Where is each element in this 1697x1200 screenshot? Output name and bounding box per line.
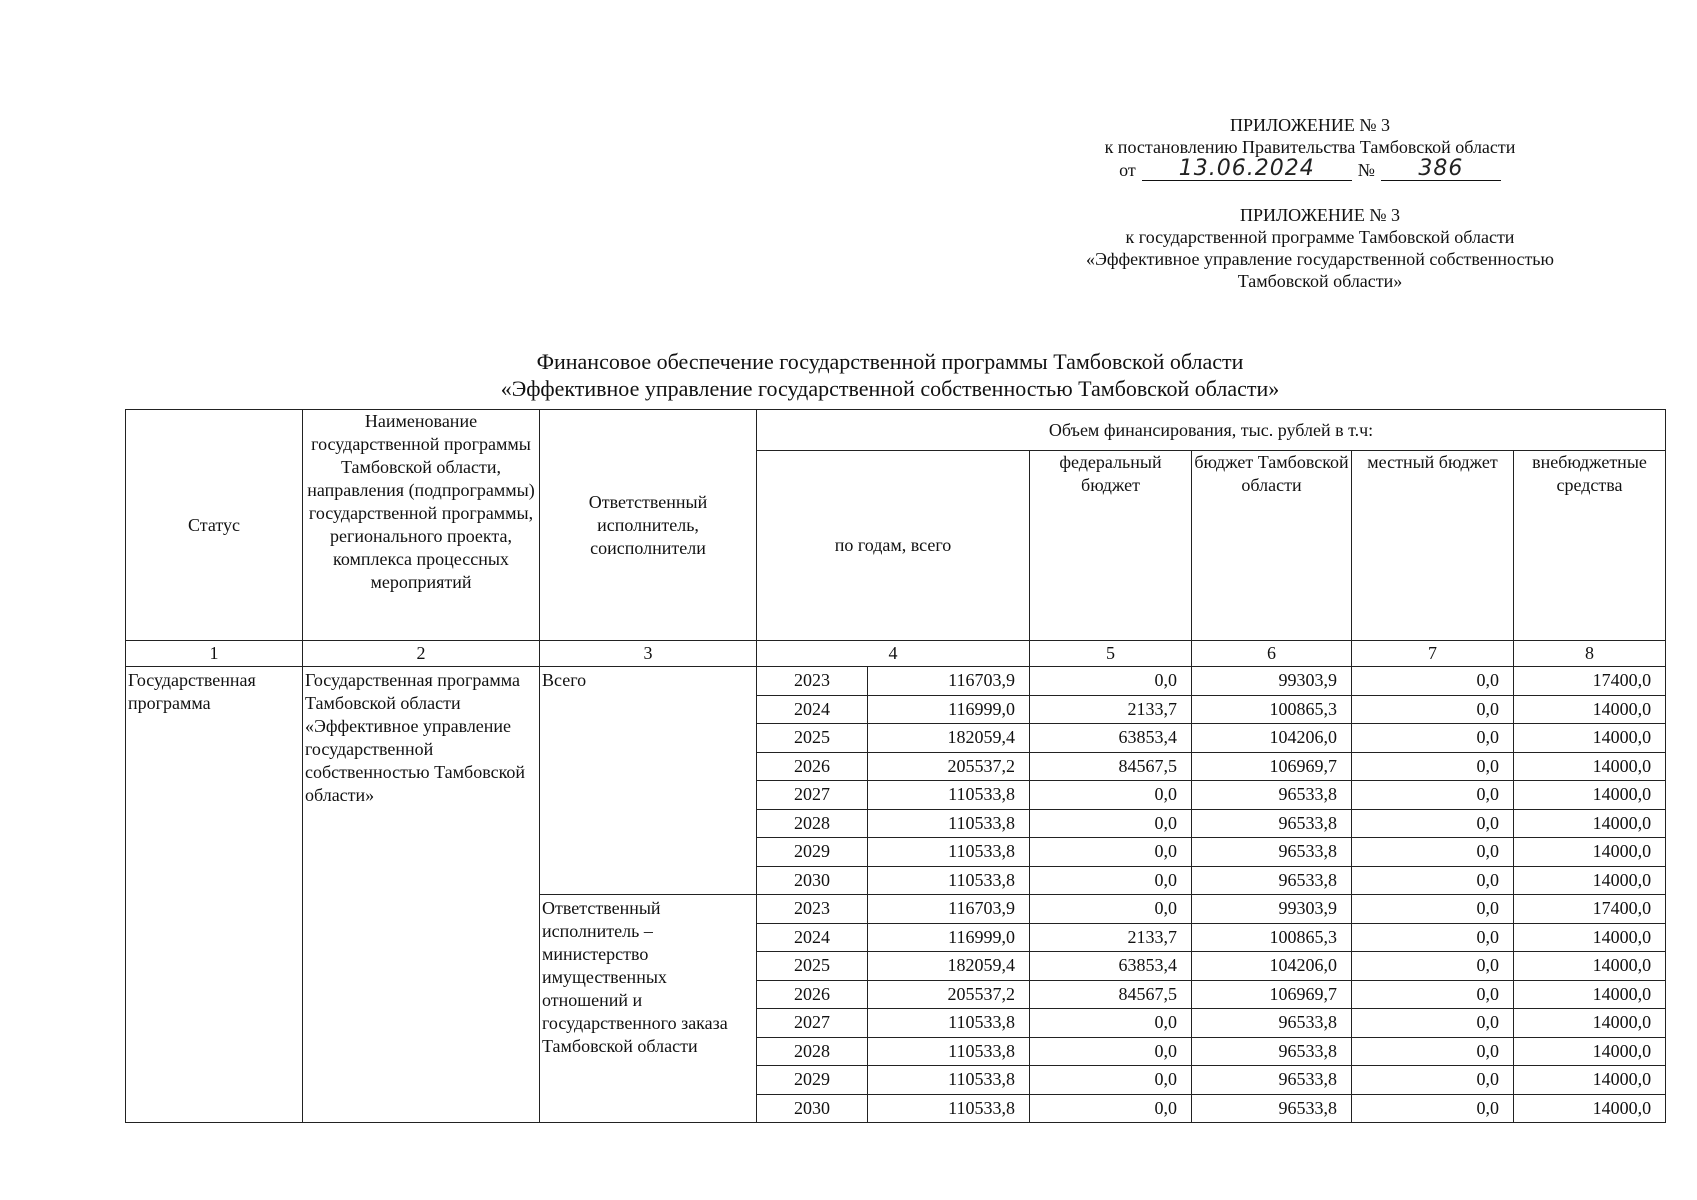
total-cell: 116999,0 xyxy=(868,923,1030,952)
federal-budget-cell: 63853,4 xyxy=(1030,952,1192,981)
decree-appendix-block xyxy=(1040,114,1580,181)
federal-budget-cell: 84567,5 xyxy=(1030,980,1192,1009)
column-number: 6 xyxy=(1192,641,1352,667)
document-title-line-2: «Эффективное управление государственной собственностью Тамбовской области» xyxy=(500,376,1280,401)
decree-date-number-line xyxy=(1119,158,1501,181)
federal-budget-cell: 0,0 xyxy=(1030,781,1192,810)
total-cell: 110533,8 xyxy=(868,866,1030,895)
header-status: Статус xyxy=(126,410,303,641)
year-cell: 2023 xyxy=(757,667,868,696)
total-cell: 182059,4 xyxy=(868,952,1030,981)
extrabudgetary-cell: 17400,0 xyxy=(1514,895,1666,924)
total-cell: 205537,2 xyxy=(868,752,1030,781)
executor-cell: Всего xyxy=(540,667,757,895)
year-cell: 2024 xyxy=(757,923,868,952)
column-number: 8 xyxy=(1514,641,1666,667)
document-title xyxy=(120,348,1660,402)
regional-budget-cell: 96533,8 xyxy=(1192,781,1352,810)
program-appendix-title: ПРИЛОЖЕНИЕ № 3 xyxy=(1239,205,1401,225)
header-program-name: Наименование государственной программы Тамбовской области, направления (подпрограммы) государственной программы, регионального проекта, комплекса процессных мероприятий xyxy=(303,410,540,641)
program-appendix-line-3: «Эффективное управление государственной собственностью xyxy=(1086,249,1554,269)
federal-budget-cell: 0,0 xyxy=(1030,895,1192,924)
regional-budget-cell: 104206,0 xyxy=(1192,724,1352,753)
regional-budget-cell: 100865,3 xyxy=(1192,695,1352,724)
local-budget-cell: 0,0 xyxy=(1352,838,1514,867)
federal-budget-cell: 0,0 xyxy=(1030,866,1192,895)
total-cell: 110533,8 xyxy=(868,781,1030,810)
header-regional-budget: бюджет Тамбовской области xyxy=(1192,451,1352,641)
total-cell: 182059,4 xyxy=(868,724,1030,753)
total-cell: 110533,8 xyxy=(868,809,1030,838)
local-budget-cell: 0,0 xyxy=(1352,923,1514,952)
header-extrabudgetary: внебюджетные средства xyxy=(1514,451,1666,641)
local-budget-cell: 0,0 xyxy=(1352,1009,1514,1038)
column-number: 5 xyxy=(1030,641,1192,667)
year-cell: 2023 xyxy=(757,895,868,924)
federal-budget-cell: 0,0 xyxy=(1030,809,1192,838)
local-budget-cell: 0,0 xyxy=(1352,1037,1514,1066)
column-number: 4 xyxy=(757,641,1030,667)
total-cell: 116999,0 xyxy=(868,695,1030,724)
header-by-years-total: по годам, всего xyxy=(757,451,1030,641)
extrabudgetary-cell: 14000,0 xyxy=(1514,809,1666,838)
total-cell: 110533,8 xyxy=(868,1009,1030,1038)
extrabudgetary-cell: 14000,0 xyxy=(1514,1094,1666,1123)
year-cell: 2026 xyxy=(757,752,868,781)
year-cell: 2030 xyxy=(757,866,868,895)
decree-appendix-title: ПРИЛОЖЕНИЕ № 3 xyxy=(1229,115,1391,135)
year-cell: 2029 xyxy=(757,1066,868,1095)
financing-table xyxy=(125,409,1666,1123)
regional-budget-cell: 96533,8 xyxy=(1192,1066,1352,1095)
local-budget-cell: 0,0 xyxy=(1352,752,1514,781)
extrabudgetary-cell: 14000,0 xyxy=(1514,923,1666,952)
header-local-budget: местный бюджет xyxy=(1352,451,1514,641)
local-budget-cell: 0,0 xyxy=(1352,809,1514,838)
extrabudgetary-cell: 14000,0 xyxy=(1514,752,1666,781)
extrabudgetary-cell: 14000,0 xyxy=(1514,1009,1666,1038)
year-cell: 2024 xyxy=(757,695,868,724)
document-title-line-1: Финансовое обеспечение государственной программы Тамбовской области xyxy=(536,349,1244,374)
total-cell: 110533,8 xyxy=(868,1037,1030,1066)
local-budget-cell: 0,0 xyxy=(1352,724,1514,753)
total-cell: 116703,9 xyxy=(868,667,1030,696)
column-numbers-row xyxy=(126,641,1666,667)
header-financing-volume: Объем финансирования, тыс. рублей в т.ч: xyxy=(757,410,1666,451)
regional-budget-cell: 104206,0 xyxy=(1192,952,1352,981)
number-label: № xyxy=(1357,160,1375,180)
regional-budget-cell: 100865,3 xyxy=(1192,923,1352,952)
handwritten-date: 13.06.2024 xyxy=(1142,158,1352,181)
table-row xyxy=(126,667,1666,696)
extrabudgetary-cell: 14000,0 xyxy=(1514,1037,1666,1066)
regional-budget-cell: 99303,9 xyxy=(1192,895,1352,924)
federal-budget-cell: 2133,7 xyxy=(1030,695,1192,724)
year-cell: 2029 xyxy=(757,838,868,867)
local-budget-cell: 0,0 xyxy=(1352,781,1514,810)
federal-budget-cell: 63853,4 xyxy=(1030,724,1192,753)
local-budget-cell: 0,0 xyxy=(1352,895,1514,924)
extrabudgetary-cell: 14000,0 xyxy=(1514,980,1666,1009)
column-number: 7 xyxy=(1352,641,1514,667)
total-cell: 205537,2 xyxy=(868,980,1030,1009)
total-cell: 116703,9 xyxy=(868,895,1030,924)
federal-budget-cell: 0,0 xyxy=(1030,1066,1192,1095)
extrabudgetary-cell: 14000,0 xyxy=(1514,952,1666,981)
executor-cell: Ответственный исполнитель – министерство имущественных отношений и государственного заказа Тамбовской области xyxy=(540,895,757,1123)
regional-budget-cell: 99303,9 xyxy=(1192,667,1352,696)
status-cell: Государственная программа xyxy=(126,667,303,1123)
regional-budget-cell: 96533,8 xyxy=(1192,1009,1352,1038)
header-executor: Ответственный исполнитель, соисполнители xyxy=(540,410,757,641)
year-cell: 2027 xyxy=(757,1009,868,1038)
local-budget-cell: 0,0 xyxy=(1352,1094,1514,1123)
federal-budget-cell: 84567,5 xyxy=(1030,752,1192,781)
year-cell: 2025 xyxy=(757,952,868,981)
regional-budget-cell: 96533,8 xyxy=(1192,866,1352,895)
year-cell: 2028 xyxy=(757,809,868,838)
local-budget-cell: 0,0 xyxy=(1352,1066,1514,1095)
federal-budget-cell: 2133,7 xyxy=(1030,923,1192,952)
column-number: 1 xyxy=(126,641,303,667)
regional-budget-cell: 106969,7 xyxy=(1192,752,1352,781)
regional-budget-cell: 106969,7 xyxy=(1192,980,1352,1009)
program-appendix-block xyxy=(1030,204,1610,292)
regional-budget-cell: 96533,8 xyxy=(1192,1094,1352,1123)
program-appendix-line-2: к государственной программе Тамбовской области xyxy=(1125,227,1515,247)
total-cell: 110533,8 xyxy=(868,838,1030,867)
regional-budget-cell: 96533,8 xyxy=(1192,809,1352,838)
local-budget-cell: 0,0 xyxy=(1352,667,1514,696)
extrabudgetary-cell: 14000,0 xyxy=(1514,781,1666,810)
year-cell: 2027 xyxy=(757,781,868,810)
year-cell: 2028 xyxy=(757,1037,868,1066)
extrabudgetary-cell: 17400,0 xyxy=(1514,667,1666,696)
from-label: от xyxy=(1119,160,1136,180)
extrabudgetary-cell: 14000,0 xyxy=(1514,724,1666,753)
header-federal-budget: федеральный бюджет xyxy=(1030,451,1192,641)
local-budget-cell: 0,0 xyxy=(1352,866,1514,895)
regional-budget-cell: 96533,8 xyxy=(1192,1037,1352,1066)
local-budget-cell: 0,0 xyxy=(1352,695,1514,724)
program-name-cell: Государственная программа Тамбовской области «Эффективное управление государственной собственностью Тамбовской области» xyxy=(303,667,540,1123)
total-cell: 110533,8 xyxy=(868,1094,1030,1123)
federal-budget-cell: 0,0 xyxy=(1030,667,1192,696)
year-cell: 2026 xyxy=(757,980,868,1009)
extrabudgetary-cell: 14000,0 xyxy=(1514,1066,1666,1095)
total-cell: 110533,8 xyxy=(868,1066,1030,1095)
extrabudgetary-cell: 14000,0 xyxy=(1514,866,1666,895)
year-cell: 2030 xyxy=(757,1094,868,1123)
handwritten-number: 386 xyxy=(1381,158,1501,181)
federal-budget-cell: 0,0 xyxy=(1030,1037,1192,1066)
year-cell: 2025 xyxy=(757,724,868,753)
federal-budget-cell: 0,0 xyxy=(1030,838,1192,867)
local-budget-cell: 0,0 xyxy=(1352,952,1514,981)
local-budget-cell: 0,0 xyxy=(1352,980,1514,1009)
program-appendix-line-4: Тамбовской области» xyxy=(1237,271,1403,291)
extrabudgetary-cell: 14000,0 xyxy=(1514,838,1666,867)
decree-appendix-reference: к постановлению Правительства Тамбовской области xyxy=(1104,137,1516,157)
column-number: 2 xyxy=(303,641,540,667)
extrabudgetary-cell: 14000,0 xyxy=(1514,695,1666,724)
federal-budget-cell: 0,0 xyxy=(1030,1094,1192,1123)
regional-budget-cell: 96533,8 xyxy=(1192,838,1352,867)
federal-budget-cell: 0,0 xyxy=(1030,1009,1192,1038)
column-number: 3 xyxy=(540,641,757,667)
